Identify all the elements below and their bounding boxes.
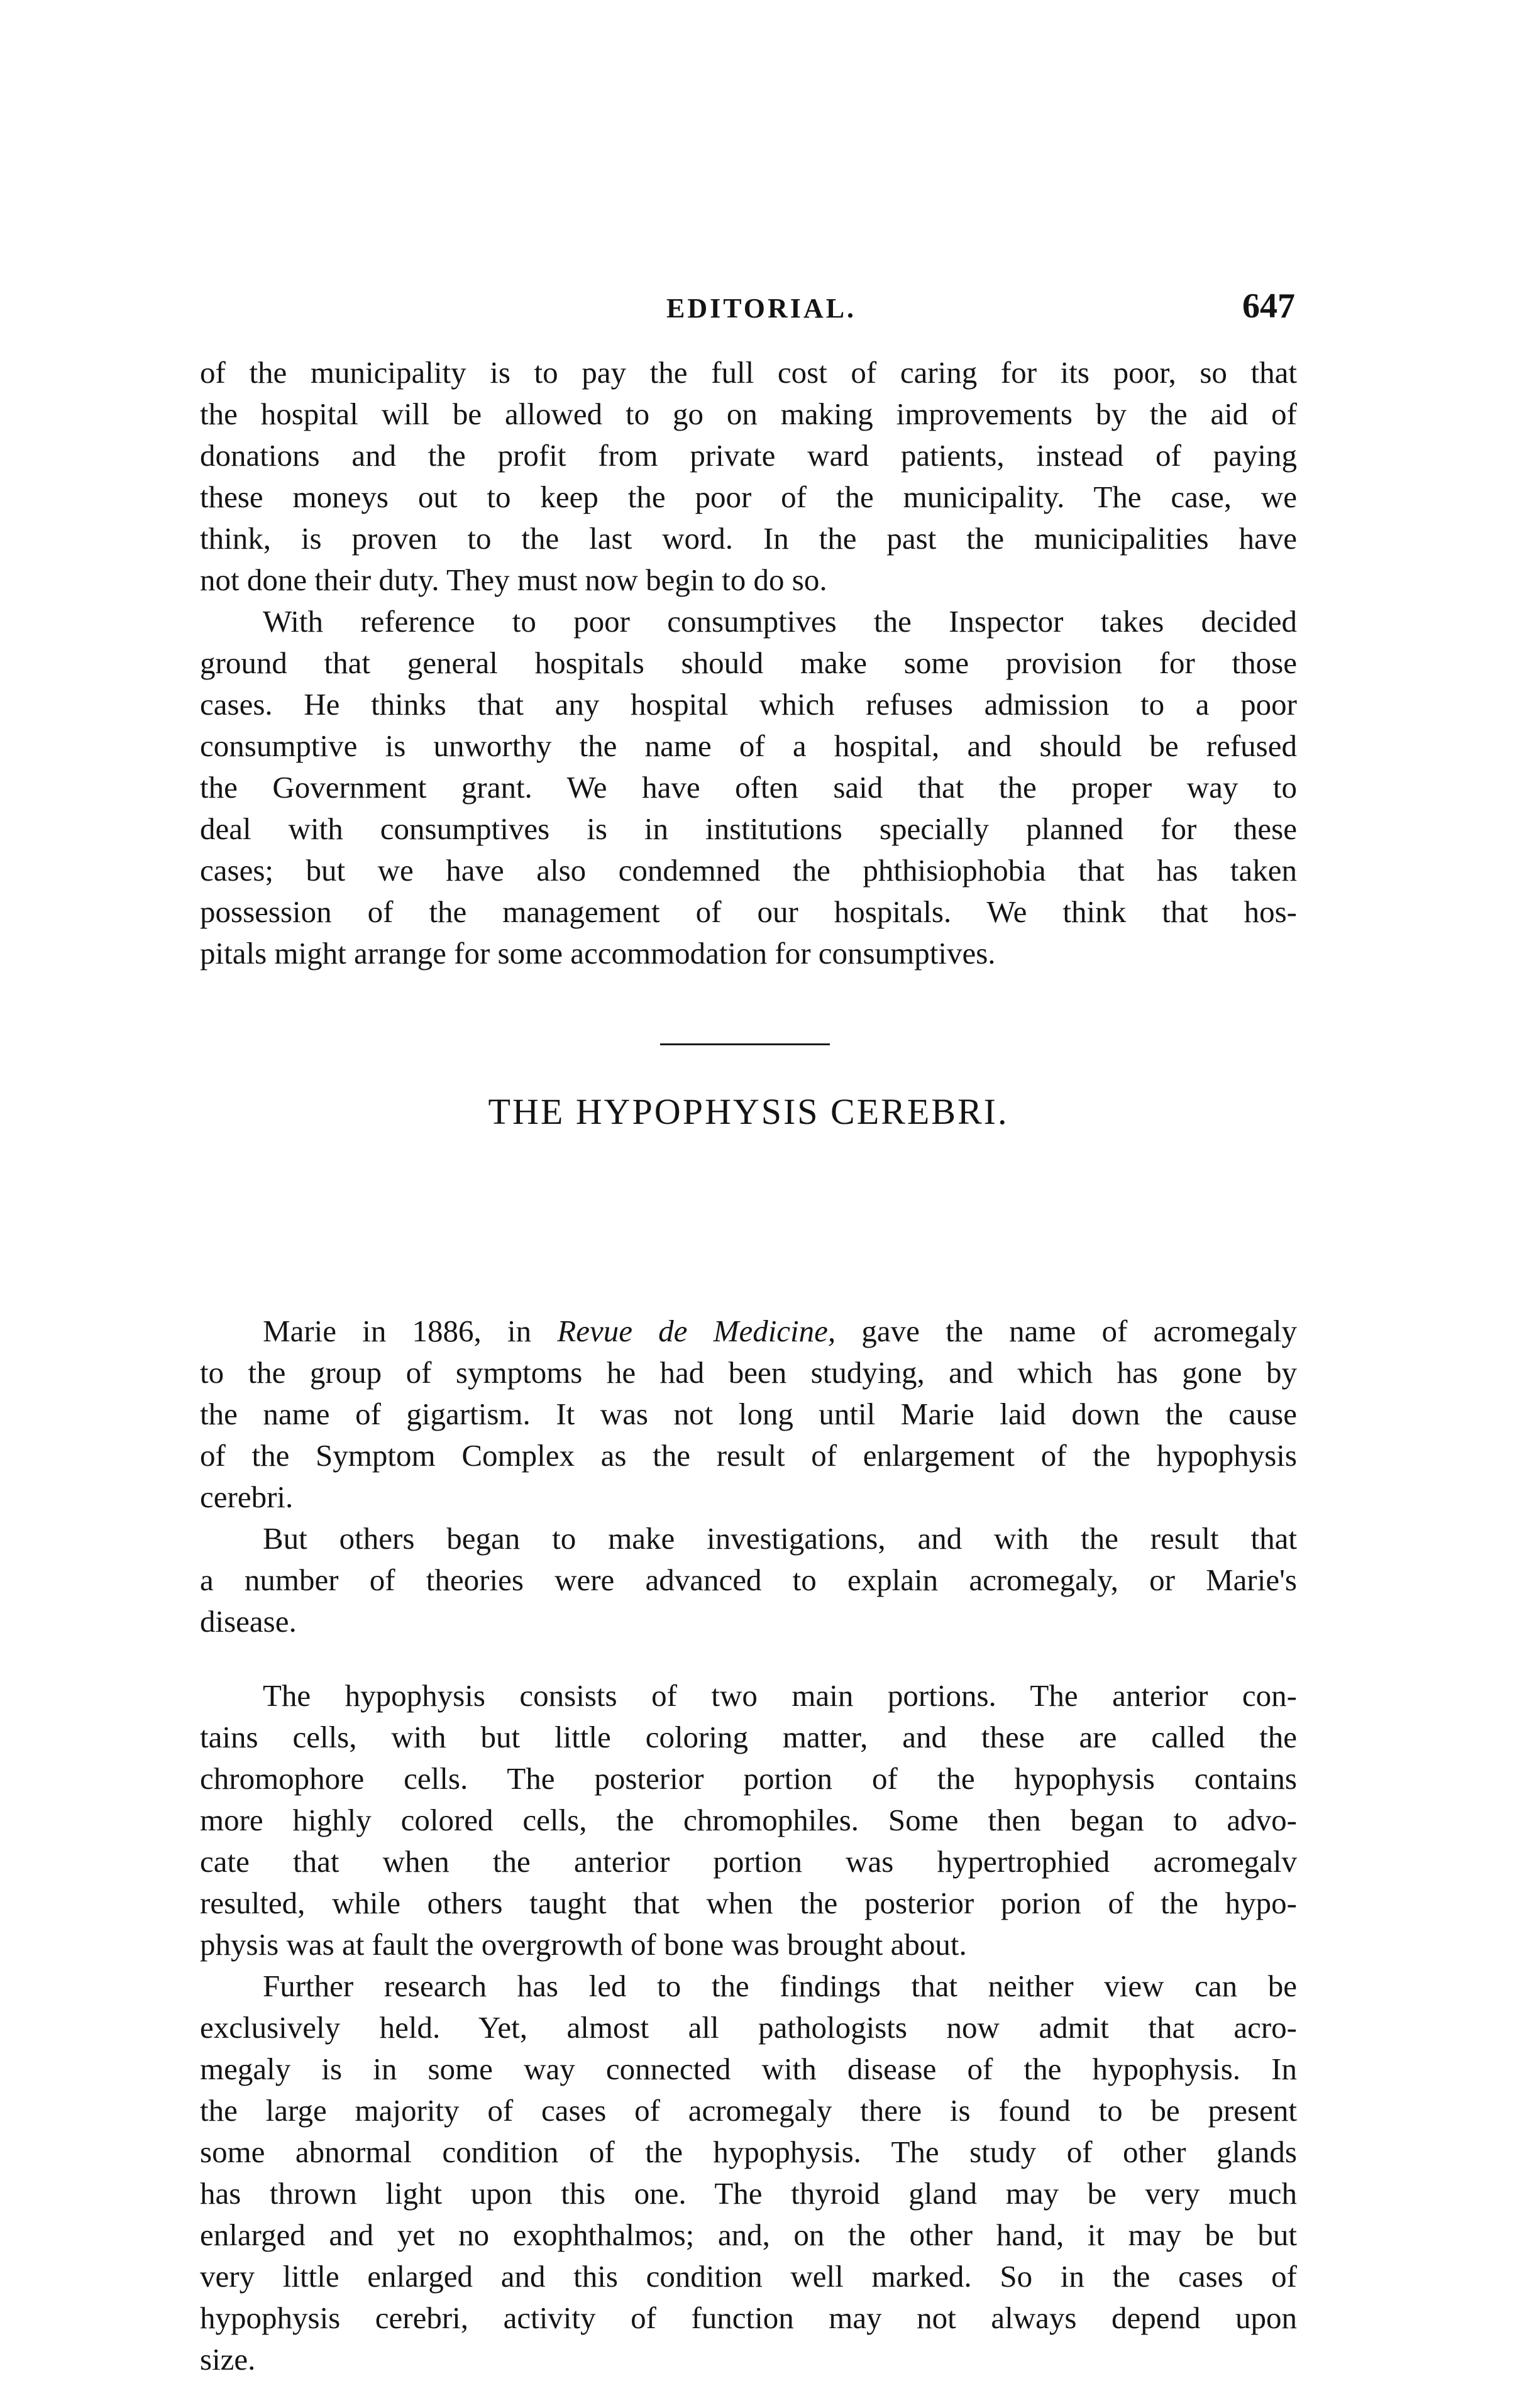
- editorial-text: [200, 352, 1297, 974]
- text-line: the Government grant. We have often said that the proper way to: [200, 770, 1297, 805]
- running-header: [201, 286, 1295, 336]
- text-line: cerebri.: [200, 1480, 294, 1514]
- text-line: not done their duty. They must now begin to do so.: [200, 563, 827, 597]
- text-line: possession of the management of our hospitals. We think that hos-: [200, 894, 1297, 929]
- text-line: cases. He thinks that any hospital which refuses admission to a poor: [200, 687, 1297, 722]
- running-header-title: EDITORIAL.: [666, 293, 857, 324]
- text-line: some abnormal condition of the hypophysis. The study of other glands: [200, 2135, 1297, 2169]
- text-line: the hospital will be allowed to go on making improvements by the aid of: [200, 397, 1297, 431]
- text-line: disease.: [200, 1604, 297, 1639]
- text-line: think, is proven to the last word. In the past the municipalities have: [200, 521, 1297, 556]
- text-line: hypophysis cerebri, activity of function may not always depend upon: [200, 2301, 1297, 2335]
- text-fragment: Marie in 1886, in: [263, 1314, 558, 1348]
- text-line: tains cells, with but little coloring matter, and these are called the: [200, 1720, 1297, 1754]
- text-line: physis was at fault the overgrowth of bone was brought about.: [200, 1927, 967, 1962]
- page-number: 647: [1242, 287, 1295, 326]
- text-line: The hypophysis consists of two main portions. The anterior con-: [263, 1678, 1297, 1713]
- text-line: ground that general hospitals should make some provision for those: [200, 646, 1297, 680]
- text-line: of the municipality is to pay the full cost of caring for its poor, so that: [200, 355, 1297, 390]
- text-line: [200, 1311, 1297, 1352]
- text-line: With reference to poor consumptives the Inspector takes decided: [263, 604, 1297, 639]
- text-fragment: gave the name of acromegaly: [836, 1314, 1297, 1348]
- text-line: resulted, while others taught that when the posterior porion of the hypo-: [200, 1886, 1297, 1920]
- journal-title: Revue de Medicine,: [557, 1314, 836, 1348]
- text-line: the name of gigartism. It was not long until Marie laid down the cause: [200, 1397, 1297, 1431]
- text-line: to the group of symptoms he had been studying, and which has gone by: [200, 1355, 1297, 1390]
- text-line: But others began to make investigations, and with the result that: [263, 1521, 1297, 1556]
- text-line: very little enlarged and this condition well marked. So in the cases of: [200, 2259, 1297, 2294]
- text-line: has thrown light upon this one. The thyroid gland may be very much: [200, 2176, 1297, 2211]
- text-line: chromophore cells. The posterior portion of the hypophysis contains: [200, 1761, 1297, 1796]
- text-line: size.: [200, 2342, 256, 2377]
- hypophysis-paragraph-1: [200, 1311, 1297, 1518]
- text-line: cate that when the anterior portion was hypertrophied acromegalv: [200, 1844, 1297, 1879]
- text-line: these moneys out to keep the poor of the municipality. The case, we: [200, 480, 1297, 514]
- text-line: exclusively held. Yet, almost all pathologists now admit that acro-: [200, 2010, 1297, 2045]
- text-line: donations and the profit from private ward patients, instead of paying: [200, 438, 1297, 473]
- text-line: the large majority of cases of acromegaly there is found to be present: [200, 2093, 1297, 2128]
- text-line: pitals might arrange for some accommodation for consumptives.: [200, 936, 996, 970]
- hypophysis-paragraph-3: [200, 1675, 1297, 2380]
- text-line: megaly is in some way connected with disease of the hypophysis. In: [200, 2052, 1297, 2086]
- section-title: THE HYPOPHYSIS CEREBRI.: [488, 1091, 1009, 1132]
- text-line: deal with consumptives is in institutions specially planned for these: [200, 811, 1297, 846]
- text-line: enlarged and yet no exophthalmos; and, on the other hand, it may be but: [200, 2218, 1297, 2252]
- text-line: consumptive is unworthy the name of a hospital, and should be refused: [200, 728, 1297, 763]
- text-line: cases; but we have also condemned the phthisiophobia that has taken: [200, 853, 1297, 888]
- section-divider: [660, 1043, 830, 1045]
- text-line: Further research has led to the findings that neither view can be: [263, 1969, 1297, 2003]
- hypophysis-paragraph-2: [200, 1518, 1297, 1642]
- text-line: more highly colored cells, the chromophiles. Some then began to advo-: [200, 1803, 1297, 1837]
- text-line: a number of theories were advanced to explain acromegaly, or Marie's: [200, 1563, 1297, 1597]
- text-line: of the Symptom Complex as the result of enlargement of the hypophysis: [200, 1438, 1297, 1473]
